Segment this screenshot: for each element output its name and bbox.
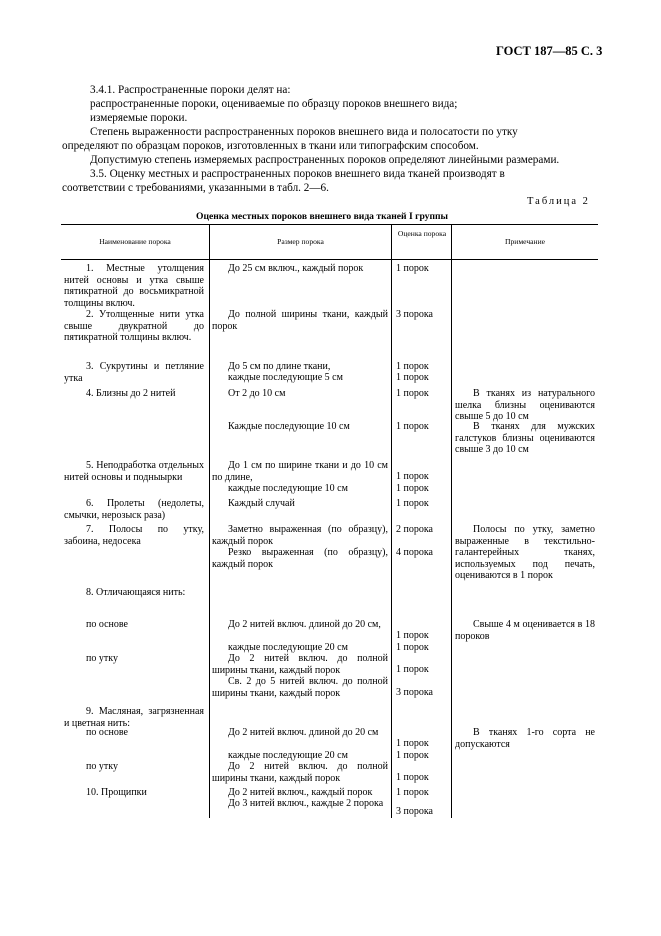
table-top-rule [61,224,598,225]
row7-note: Полосы по утку, заметно выраженные в текстильно-галантерейных тканях, используемых под печать, оцениваются в 1 порок [455,524,595,582]
row9-warp-size-2: каждые последующие 20 см [228,750,348,761]
paragraph-allowed-degree: Допустимую степень измеряемых распространенных пороков определяют линейными размерами. [90,154,560,166]
paragraph-list-item-2: измеряемые пороки. [90,112,188,124]
row8-warp-size-1: До 2 нитей включ. длиной до 20 см, [228,619,381,630]
row1-score: 1 порок [396,263,429,274]
row7-size-1: Заметно выраженная (по образцу), каждый порок [212,524,388,547]
table-caption: Таблица 2 [527,196,590,207]
row7-score-1: 2 порока [396,524,433,535]
paragraph-severity-1: Степень выраженности распространенных пороков внешнего вида и полосатости по утку [90,126,518,138]
row5-size-2: каждые последующие 10 см [228,483,348,494]
table-col-divider-3 [451,224,452,818]
row8-weft-score-2: 3 порока [396,687,433,698]
header-defect-name: Наименование порока [99,237,171,246]
row8-weft-score-1: 1 порок [396,664,429,675]
row8-note: Свыше 4 м оценивается в 18 пороков [455,619,595,642]
row10-size-2: До 3 нитей включ., каждые 2 порока [228,798,384,809]
row8-weft-size-1: До 2 нитей включ. до полной ширины ткани, каждый порок [212,653,388,676]
row5-score-2: 1 порок [396,483,429,494]
row3-size-1: До 5 см по длине ткани, [228,361,331,372]
row3-name: 3. Сукрутины и петляние утка [64,361,204,384]
row4-score-1: 1 порок [396,388,429,399]
page-header: ГОСТ 187—85 С. 3 [496,44,603,58]
row4-name: 4. Близны до 2 нитей [86,388,176,399]
row5-size-1: До 1 см по ширине ткани и до 10 см по длине, [212,460,388,483]
row6-name: 6. Пролеты (недолеты, смычки, нерозыск раза) [64,498,204,521]
row7-size-2: Резко выраженная (по образцу), каждый порок [212,547,388,570]
row10-name: 10. Прощипки [86,787,147,798]
row2-size: До полной ширины ткани, каждый порок [212,309,388,332]
row1-size: До 25 см включ., каждый порок [228,263,364,274]
row8-warp-size-2: каждые последующие 20 см [228,642,348,653]
row7-score-2: 4 порока [396,547,433,558]
paragraph-list-item-1: распространенные пороки, оцениваемые по образцу пороков внешнего вида; [90,98,458,110]
row9-warp-score-1: 1 порок [396,738,429,749]
header-defect-size: Размер порока [277,237,324,246]
header-defect-score: Оценка порока [397,229,447,238]
paragraph-3-5-1: 3.5. Оценку местных и распространенных пороков внешнего вида тканей производят в [90,168,505,180]
row4-size-2: Каждые последующие 10 см [228,421,350,432]
row9-weft-score: 1 порок [396,772,429,783]
row9-name: 9. Масляная, загрязненная и цветная нить: [64,706,204,729]
header-note: Примечание [504,237,546,246]
table-title: Оценка местных пороков внешнего вида тканей I группы [196,211,449,222]
row8-weft-size-2: Св. 2 до 5 нитей включ. до полной ширины ткани, каждый порок [212,676,388,699]
row7-name: 7. Полосы по утку, забоина, недосека [64,524,204,547]
row9-sub-warp: по основе [86,727,128,738]
row9-warp-size-1: До 2 нитей включ. длиной до 20 см [228,727,379,738]
row4-score-2: 1 порок [396,421,429,432]
paragraph-severity-2: определяют по образцам пороков, изготовленных в ткани или типографским способом. [62,140,479,152]
row10-size-1: До 2 нитей включ., каждый порок [228,787,373,798]
row2-name: 2. Утолщенные нити утка свыше двукратной до пятикратной толщины включ. [64,309,204,344]
row6-score: 1 порок [396,498,429,509]
paragraph-3-4-1: 3.4.1. Распространенные пороки делят на: [90,84,291,96]
row4-size-1: От 2 до 10 см [228,388,286,399]
row3-score-2: 1 порок [396,372,429,383]
row9-warp-score-2: 1 порок [396,750,429,761]
row9-sub-weft: по утку [86,761,118,772]
paragraph-3-5-2: соответствии с требованиями, указанными в табл. 2—6. [62,182,329,194]
table-col-divider-2 [391,224,392,818]
row8-warp-score-2: 1 порок [396,642,429,653]
row9-note: В тканях 1-го сорта не допускаются [455,727,595,750]
row2-score: 3 порока [396,309,433,320]
row9-weft-size: До 2 нитей включ. до полной ширины ткани, каждый порок [212,761,388,784]
row10-score-2: 3 порока [396,806,433,817]
row3-score-1: 1 порок [396,361,429,372]
row5-score-1: 1 порок [396,471,429,482]
table-header-rule [61,259,598,260]
row5-name: 5. Неподработка отдельных нитей основы и подныырки [64,460,204,483]
row10-score-1: 1 порок [396,787,429,798]
row4-note-1: В тканях из натурального шелка близны оцениваются свыше 5 до 10 см [455,388,595,423]
table-col-divider-1 [209,224,210,818]
row4-note-2: В тканях для мужских галстуков близны оцениваются свыше 3 до 10 см [455,421,595,456]
row8-warp-score-1: 1 порок [396,630,429,641]
row8-sub-weft: по утку [86,653,118,664]
row8-name: 8. Отличающаяся нить: [86,587,186,598]
row8-sub-warp: по основе [86,619,128,630]
row1-name: 1. Местные утолщения нитей основы и утка свыше пятикратной до восьмикратной толщины включ. [64,263,204,309]
row3-size-2: каждые последующие 5 см [228,372,343,383]
row6-size: Каждый случай [228,498,295,509]
